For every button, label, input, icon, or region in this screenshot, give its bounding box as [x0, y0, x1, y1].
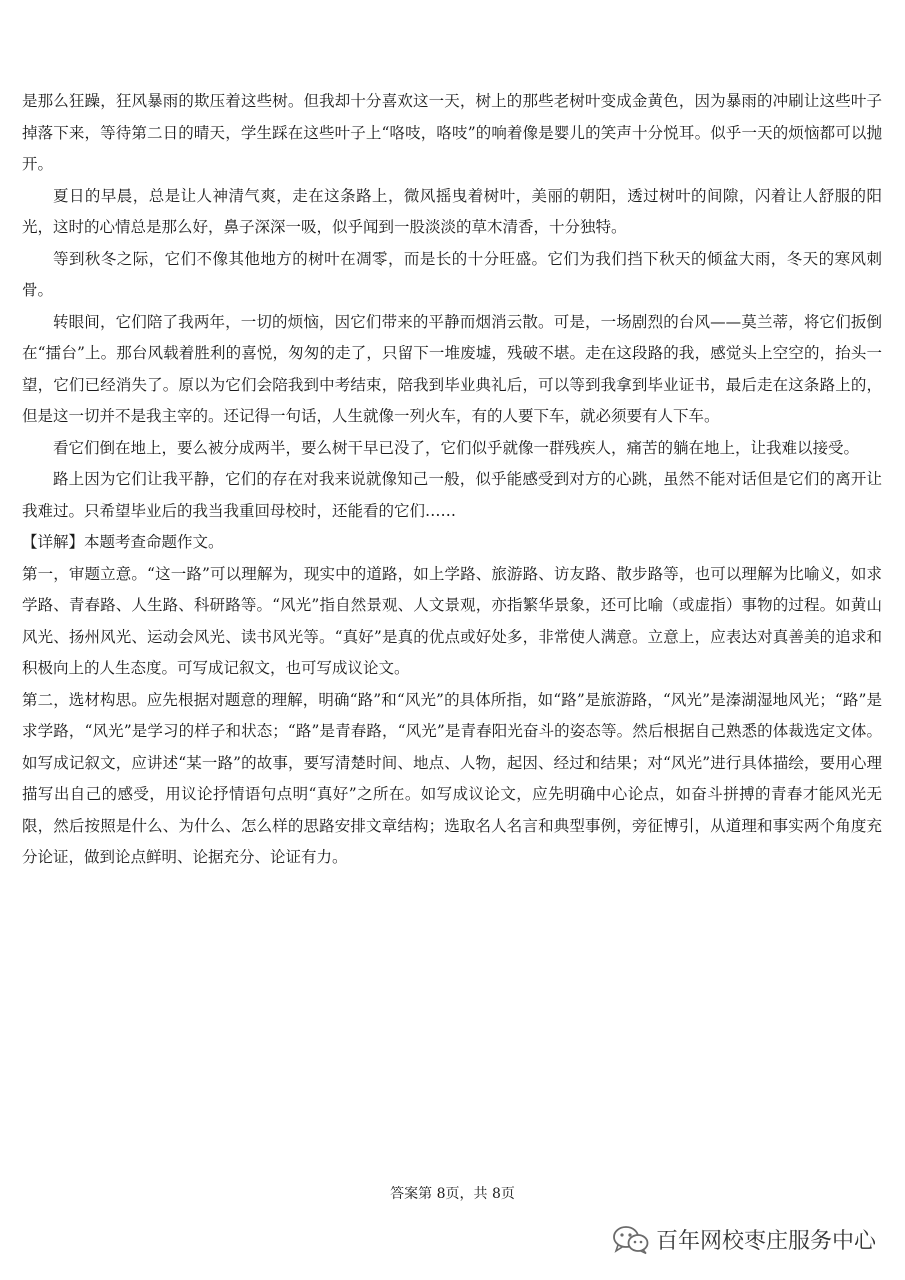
essay-paragraph-4: 转眼间，它们陪了我两年，一切的烦恼，因它们带来的平静而烟消云散。可是，一场剧烈的台风——莫兰蒂，将它们扳倒在“擂台”上。那台风载着胜利的喜悦，匆匆的走了，只留下一堆废墟，残破不堪。走在这段路的我，感觉头上空空的，抬头一望，它们已经消失了。原以为它们会陪我到中考结束，陪我到毕业典礼后，可以等到我拿到毕业证书，最后走在这条路上的，但是这一切并不是我主宰的。还记得一句话，人生就像一列火车，有的人要下车，就必须要有人下车。 [22, 312, 882, 425]
detail-label: 【详解】 [22, 533, 85, 551]
essay-paragraph-5: 看它们倒在地上，要么被分成两半，要么树干早已没了，它们似乎就像一群残疾人，痛苦的躺在地上，让我难以接受。 [53, 438, 860, 457]
document-body [22, 86, 882, 874]
essay-paragraph-3: 等到秋冬之际，它们不像其他地方的树叶在凋零，而是长的十分旺盛。它们为我们挡下秋天的倾盆大雨，冬天的寒风刺骨。 [22, 249, 882, 299]
watermark [612, 1224, 876, 1255]
detail-text: 本题考查命题作文。 [84, 533, 224, 551]
watermark-text: 百年网校枣庄服务中心 [656, 1229, 877, 1254]
analysis-paragraph-1: 第一，审题立意。“这一路”可以理解为，现实中的道路，如上学路、旅游路、访友路、散步路等，也可以理解为比喻义，如求学路、青春路、人生路、科研路等。“风光”指自然景观、人文景观，亦指繁华景象，还可比喻（或虚指）事物的过程。如黄山风光、扬州风光、运动会风光、读书风光等。“真好”是真的优点或好处多，非常使人满意。立意上，应表达对真善美的追求和积极向上的人生态度。可写成记叙文，也可写成议论文。 [22, 564, 882, 677]
essay-paragraph-2: 夏日的早晨，总是让人神清气爽，走在这条路上，微风摇曳着树叶，美丽的朝阳，透过树叶的间隙，闪着让人舒服的阳光，这时的心情总是那么好，鼻子深深一吸，似乎闻到一股淡淡的草木清香，十分独特。 [22, 186, 882, 236]
analysis-paragraph-2: 第二，选材构思。应先根据对题意的理解，明确“路”和“风光”的具体所指，如“路”是旅游路，“风光”是溱湖湿地风光；“路”是求学路，“风光”是学习的样子和状态；“路”是青春路，“风光”是青春阳光奋斗的姿态等。然后根据自己熟悉的体裁选定文体。如写成记叙文，应讲述“某一路”的故事，要写清楚时间、地点、人物，起因、经过和结果；对“风光”进行具体描绘，要用心理描写出自己的感受，用议论抒情语句点明“真好”之所在。如写成议论文，应先明确中心论点，如奋斗拼搏的青春才能风光无限，然后按照是什么、为什么、怎么样的思路安排文章结构；选取名人名言和典型事例，旁征博引，从道理和事实两个角度充分论证，做到论点鲜明、论据充分、论证有力。 [22, 690, 882, 866]
essay-paragraph-6: 路上因为它们让我平静，它们的存在对我来说就像知己一般，似乎能感受到对方的心跳，虽然不能对话但是它们的离开让我难过。只希望毕业后的我当我重回母校时，还能看的它们…… [22, 470, 882, 520]
wechat-icon [612, 1225, 650, 1255]
page-number: 答案第 8页，共 8页 [390, 1186, 515, 1202]
detail-heading [22, 527, 882, 559]
essay-paragraph-1: 是那么狂躁，狂风暴雨的欺压着这些树。但我却十分喜欢这一天，树上的那些老树叶变成金黄色，因为暴雨的冲刷让这些叶子掉落下来，等待第二日的晴天，学生踩在这些叶子上“咯吱，咯吱”的响着像是婴儿的笑声十分悦耳。似乎一天的烦恼都可以抛开。 [22, 92, 882, 173]
